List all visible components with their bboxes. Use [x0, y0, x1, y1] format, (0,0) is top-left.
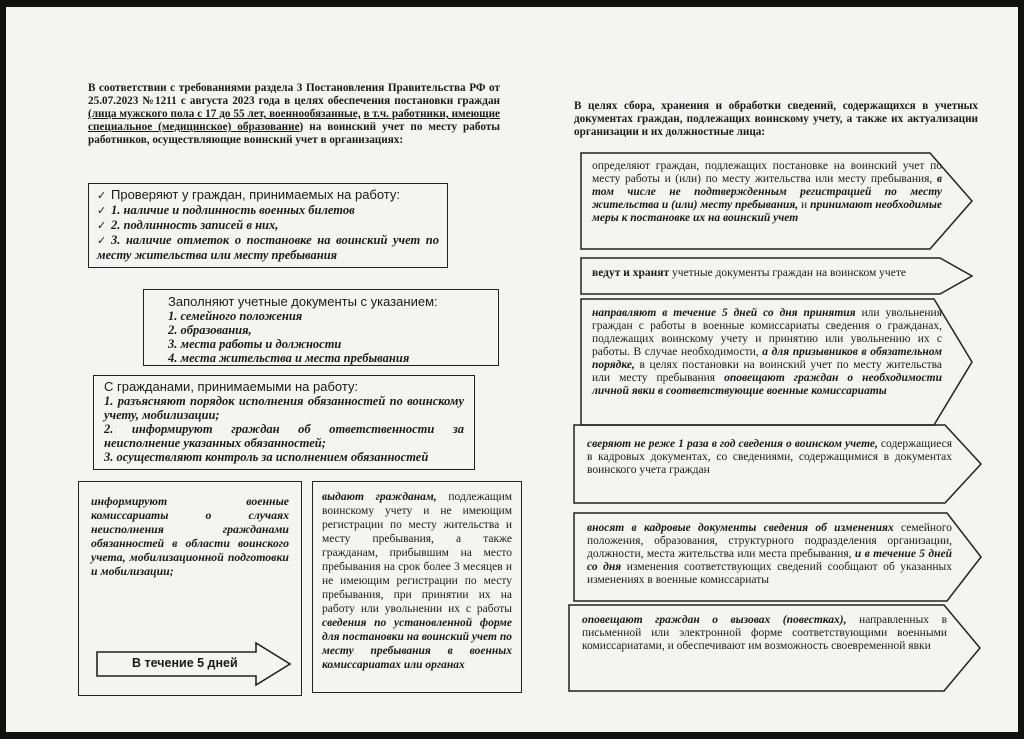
explain-heading: С гражданами, принимаемыми на работу:: [104, 379, 359, 394]
record-content: [587, 522, 952, 587]
intro-text-end: ) на воинский учет по месту работы работников, осуществляющие воинский учет в организациях:: [88, 121, 500, 146]
notify-content: [582, 614, 947, 653]
send-info-arrow-box: [580, 298, 974, 426]
keep-bold: ведут и хранят: [592, 267, 670, 279]
notify-text: направленных в письменной или электронной форме соответствующими военными комиссариатами, и обеспечивают им возможность своевременной явки: [582, 614, 948, 652]
verify-item: [97, 233, 439, 262]
keep-content: [592, 267, 942, 280]
intro-text: В соответствии с требованиями раздела 3 Постановления Правительства РФ от 25.07.2023 №1211 с августа 2023 года в целях обеспечения постановки граждан: [88, 82, 500, 107]
reconcile-content: [587, 438, 952, 477]
send-content: [592, 307, 942, 398]
intro-underlined-persons: (лица мужского пола с 17 до 55 лет, военнообязанные,: [88, 108, 361, 120]
verify-heading-row: [97, 188, 439, 203]
keep-documents-arrow-box: [580, 257, 974, 295]
determine-text: определяют граждан, подлежащих постановке на воинский учет по месту работы и (или) по месту жительства или месту пребывания,: [592, 160, 942, 185]
fill-item: 1. семейного положения: [168, 309, 303, 323]
issue-lead: выдают гражданам,: [322, 491, 437, 503]
explain-item: 1. разъясняют порядок исполнения обязанностей по воинскому учету, мобилизации;: [104, 394, 464, 422]
checkmark-icon: ✓: [97, 189, 107, 202]
verify-item-text: 3. наличие отметок о постановке на воинский учет по месту жительства или месту пребывания: [97, 233, 439, 262]
notify-summons-arrow-box: [568, 604, 982, 692]
fill-item: 4. места жительства и места пребывания: [168, 351, 410, 365]
verify-heading: Проверяют у граждан, принимаемых на работу:: [111, 187, 401, 202]
determine-citizens-arrow-box: [580, 152, 974, 250]
record-text: семейного положения, образования, структурного подразделения организации, должности, места жительства или места пребывания,: [587, 522, 952, 560]
send-lead: направляют в течение 5 дней со дня принятия: [592, 307, 856, 319]
verify-item-text: 1. наличие и подлинность военных билетов: [111, 203, 355, 217]
issue-text: подлежащим воинскому учету и не имеющим регистрации по месту жительства и месту пребывания, а также гражданам, прибывшим на место пребывания на срок более 3 месяцев и не имеющим регистрации по месту пребывания, при принятии их на работу или увольнении их с работы: [322, 491, 512, 615]
verify-item: [97, 218, 439, 233]
inform-text: информируют военные комиссариаты о случаях неисполнения гражданами обязанностей в области воинского учета, мобилизационной подготовки и мобилизации;: [91, 494, 289, 578]
fill-item: 2. образования,: [168, 323, 252, 337]
fill-documents-box: [143, 289, 499, 366]
determine-content: [592, 160, 942, 225]
send-italic: а для призывников в обязательном порядке,: [592, 346, 942, 371]
right-intro-paragraph: В целях сбора, хранения и обработки сведений, содержащихся в учетных документах граждан, подлежащих воинскому учету, а также их актуализации организации и их должностные лица:: [574, 100, 978, 138]
explain-item: 3. осуществляют контроль за исполнением обязанностей: [104, 450, 429, 464]
explain-duties-box: [93, 375, 475, 470]
record-changes-arrow-box: [573, 512, 983, 602]
record-text2: изменения соответствующих сведений сообщают об указанных изменениях в военные комиссариаты: [587, 561, 952, 586]
checkmark-icon: ✓: [97, 234, 107, 247]
fill-heading: Заполняют учетные документы с указанием:: [168, 294, 438, 309]
determine-and: и: [798, 199, 811, 211]
notify-lead: оповещают граждан о вызовах (повестках),: [582, 614, 847, 626]
issue-info-box: [312, 481, 522, 693]
determine-measures: принимают необходимые меры к постановке их на воинский учет: [592, 199, 943, 224]
left-intro-paragraph: [88, 82, 500, 147]
reconcile-text: содержащиеся в кадровых документах, со сведениями, содержащимися в документах воинского учета граждан: [587, 438, 953, 476]
reconcile-lead: сверяют не реже 1 раза в год сведения о воинском учете,: [587, 438, 878, 450]
five-days-arrow: [96, 642, 292, 686]
fill-item: 3. места работы и должности: [168, 337, 342, 351]
record-italic: и в течение 5 дней со дня: [587, 548, 952, 573]
explain-item: 2. информируют граждан об ответственности за неисполнение указанных обязанностей;: [104, 422, 464, 450]
send-text: или увольнения граждан с работы в военные комиссариаты сведения о гражданах, подлежащих воинскому учету и принятию или увольнению их с работы. В случае необходимости,: [592, 307, 943, 358]
determine-italic: в том числе не подтвержденным регистрацией по месту жительства и (или) месту пребывания,: [592, 173, 942, 211]
record-lead: вносят в кадровые документы сведения об изменениях: [587, 522, 894, 534]
send-text2: в целях постановки на воинский учет по месту жительства или месту пребывания: [592, 359, 942, 384]
checkmark-icon: ✓: [97, 219, 107, 232]
reconcile-arrow-box: [573, 424, 983, 504]
verify-item: [97, 203, 439, 218]
verify-item-text: 2. подлинность записей в них,: [111, 218, 279, 232]
verify-documents-box: [88, 183, 448, 268]
checkmark-icon: ✓: [97, 204, 107, 217]
five-days-label: В течение 5 дней: [132, 656, 238, 670]
send-notify: оповещают граждан о необходимости личной явки в соответствующие военные комиссариаты: [592, 372, 942, 397]
issue-tail: сведения по установленной форме для постановки на воинский учет по месту пребывания в военных комиссариатах или органах: [322, 617, 512, 671]
intro-underlined-workers: в т.ч. работники, имеющие специальное (медицинское) образование: [88, 108, 501, 133]
keep-text: учетные документы граждан на воинском учете: [669, 267, 906, 279]
